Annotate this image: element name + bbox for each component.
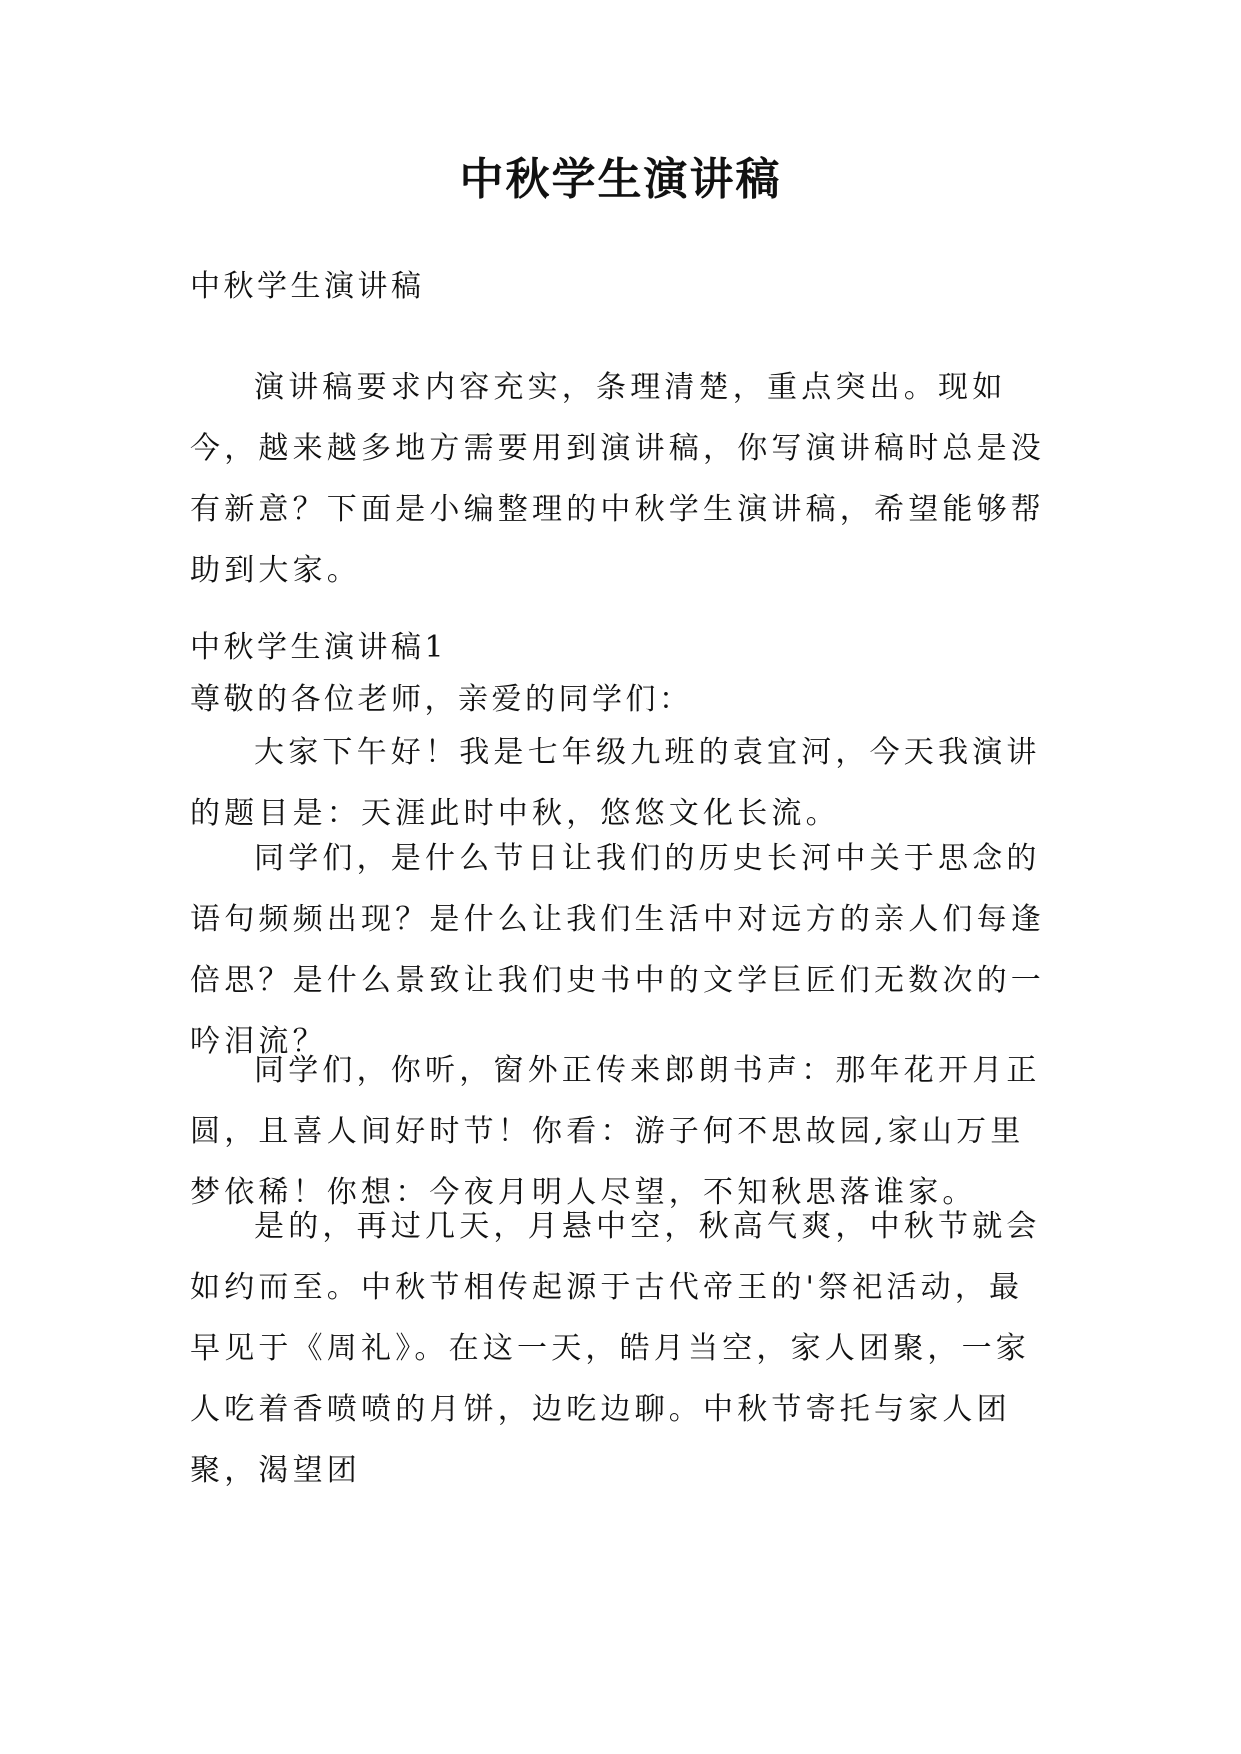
salutation: 尊敬的各位老师，亲爱的同学们：: [190, 682, 693, 717]
body-paragraph-3: 同学们，你听，窗外正传来郎朗书声：那年花开月正圆，且喜人间好时节！你看：游子何不思故园,家山万里梦依稀！你想：今夜月明人尽望，不知秋思落谁家。: [190, 1053, 1041, 1210]
document-title: 中秋学生演讲稿: [459, 154, 782, 205]
body-paragraph-4: 是的，再过几天，月悬中空，秋高气爽，中秋节就会如约而至。中秋节相传起源于古代帝王的'祭祀活动，最早见于《周礼》。在这一天，皓月当空，家人团聚，一家人吃着香喷喷的月饼，边吃边聊。中秋节寄托与家人团聚，渴望团: [190, 1209, 1041, 1488]
intro-paragraph: 演讲稿要求内容充实，条理清楚，重点突出。现如今，越来越多地方需要用到演讲稿，你写演讲稿时总是没有新意？下面是小编整理的中秋学生演讲稿，希望能够帮助到大家。: [190, 370, 1045, 588]
section-heading: 中秋学生演讲稿1: [190, 630, 448, 665]
body-paragraph-1: 大家下午好！我是七年级九班的袁宜河，今天我演讲的题目是：天涯此时中秋，悠悠文化长流。: [190, 735, 1041, 831]
body-paragraph-2: 同学们，是什么节日让我们的历史长河中关于思念的语句频频出现？是什么让我们生活中对远方的亲人们每逢倍思？是什么景致让我们史书中的文学巨匠们无数次的一吟泪流？: [190, 841, 1045, 1059]
document-subtitle: 中秋学生演讲稿: [190, 269, 425, 304]
